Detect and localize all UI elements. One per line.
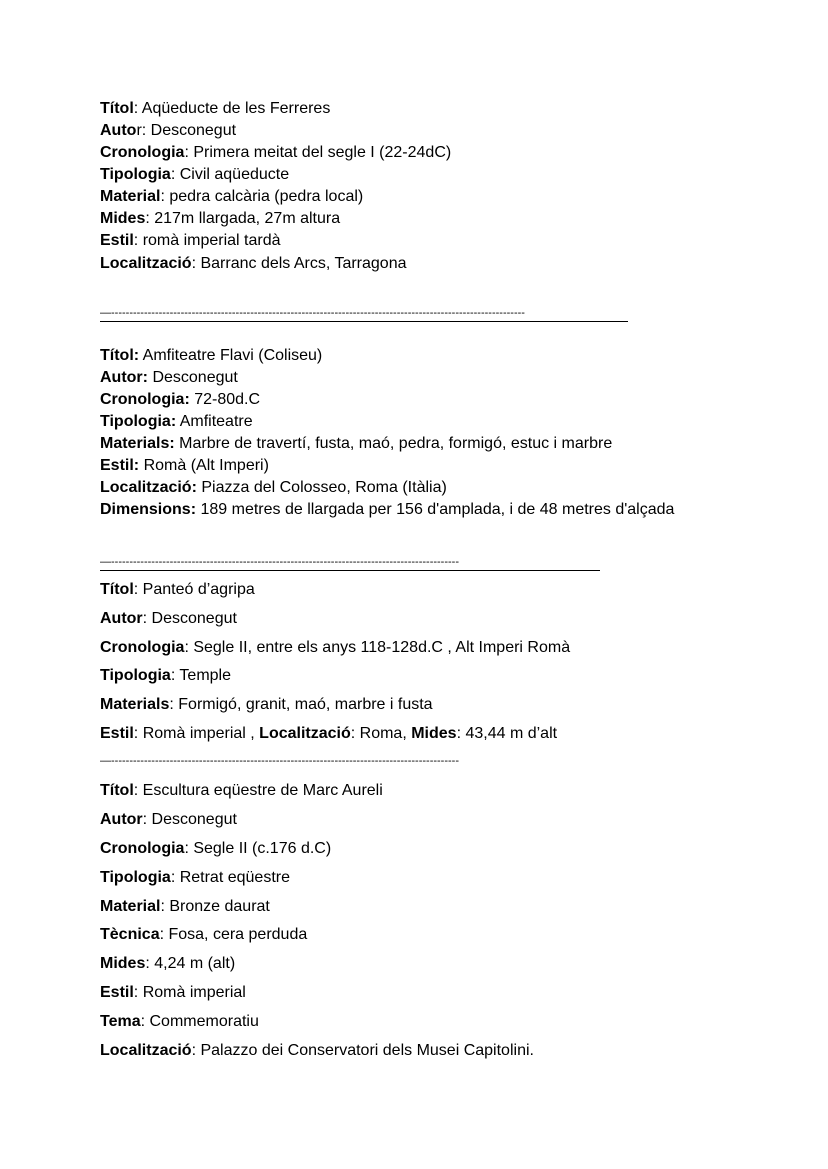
field-sep: : bbox=[142, 811, 152, 828]
entry3-typology bbox=[100, 666, 231, 686]
field-value: Desconegut bbox=[150, 122, 237, 139]
entry1-location bbox=[100, 254, 407, 274]
separator-1 bbox=[100, 308, 628, 322]
field-label: Localització bbox=[100, 1042, 192, 1059]
entry1-title bbox=[100, 99, 330, 119]
separator-dashes: —----------------------------------------------------------------------------------------------- bbox=[100, 557, 459, 568]
field-label: Localització: bbox=[100, 479, 197, 496]
field-label: Cronologia bbox=[100, 639, 185, 656]
entry1-style bbox=[100, 231, 281, 251]
field-value: : 43,44 m d’alt bbox=[456, 725, 558, 742]
field-sep: : bbox=[133, 100, 142, 117]
field-label: Autor: bbox=[100, 369, 148, 386]
entry4-theme bbox=[100, 1012, 259, 1032]
entry3-title bbox=[100, 580, 255, 600]
field-value: 72-80d.C bbox=[194, 391, 261, 408]
entry1-material bbox=[100, 187, 363, 207]
field-value: Desconegut bbox=[152, 369, 238, 386]
entry2-author bbox=[100, 368, 238, 388]
field-sep: : bbox=[191, 1042, 201, 1059]
field-value: Retrat eqüestre bbox=[179, 869, 290, 886]
field-label: Títol bbox=[100, 100, 134, 117]
separator-2 bbox=[100, 557, 600, 571]
field-value: Marbre de travertí, fusta, maó, pedra, formigó, estuc i marbre bbox=[179, 435, 613, 452]
field-label: Localització bbox=[259, 725, 351, 742]
field-label: Títol: bbox=[100, 347, 140, 364]
field-sep: : bbox=[142, 610, 152, 627]
field-value: Civil aqüeducte bbox=[179, 166, 290, 183]
field-label: Cronologia bbox=[100, 144, 185, 161]
field-label: Tipologia bbox=[100, 869, 171, 886]
field-value: Amfiteatre bbox=[179, 413, 253, 430]
entry4-material bbox=[100, 897, 270, 917]
entry4-size bbox=[100, 954, 235, 974]
field-value: romà imperial tardà bbox=[142, 232, 281, 249]
field-sep: r: bbox=[136, 122, 151, 139]
field-label: Cronologia: bbox=[100, 391, 190, 408]
field-value: Romà (Alt Imperi) bbox=[143, 457, 269, 474]
field-label: Títol bbox=[100, 782, 134, 799]
field-value: Formigó, granit, maó, marbre i fusta bbox=[178, 696, 433, 713]
field-label: Materials bbox=[100, 696, 170, 713]
entry2-materials bbox=[100, 434, 612, 454]
field-value: pedra calcària (pedra local) bbox=[169, 188, 364, 205]
field-value: Bronze daurat bbox=[169, 898, 270, 915]
field-sep: : bbox=[184, 144, 194, 161]
field-value: 189 metres de llargada per 156 d'amplada, i de 48 metres d'alçada bbox=[200, 501, 675, 518]
entry4-chronology bbox=[100, 839, 331, 859]
field-label: Tècnica bbox=[100, 926, 160, 943]
field-sep: : bbox=[145, 955, 155, 972]
field-label: Estil bbox=[100, 984, 134, 1001]
entry3-style-location-size bbox=[100, 724, 557, 744]
field-sep: : bbox=[145, 210, 155, 227]
entry1-size bbox=[100, 209, 340, 229]
entry3-author bbox=[100, 609, 237, 629]
field-value: Primera meitat del segle I (22-24dC) bbox=[193, 144, 452, 161]
separator-dashes: —----------------------------------------------------------------------------------------------------------------- bbox=[100, 308, 525, 319]
field-value: 217m llargada, 27m altura bbox=[154, 210, 341, 227]
field-label: Mides bbox=[411, 725, 457, 742]
field-sep: : bbox=[133, 782, 143, 799]
entry4-typology bbox=[100, 868, 290, 888]
entry2-title bbox=[100, 346, 322, 366]
entry2-dimensions bbox=[100, 500, 674, 520]
entry4-location bbox=[100, 1041, 534, 1061]
field-value: : Romà imperial , bbox=[133, 725, 260, 742]
field-value: Palazzo dei Conservatori dels Musei Capitolini. bbox=[200, 1042, 534, 1059]
field-value: Temple bbox=[179, 667, 231, 684]
entry1-typology bbox=[100, 165, 289, 185]
field-value: Desconegut bbox=[151, 811, 237, 828]
field-sep: : bbox=[184, 840, 194, 857]
field-sep: : bbox=[170, 869, 180, 886]
field-label: Localització bbox=[100, 255, 192, 272]
field-value: Amfiteatre Flavi (Coliseu) bbox=[142, 347, 323, 364]
field-label: Estil: bbox=[100, 457, 140, 474]
field-value: Commemoratiu bbox=[149, 1013, 259, 1030]
entry2-location bbox=[100, 478, 447, 498]
entry4-technique bbox=[100, 925, 307, 945]
entry2-style bbox=[100, 456, 269, 476]
field-sep: : bbox=[184, 639, 194, 656]
field-value: Barranc dels Arcs, Tarragona bbox=[200, 255, 407, 272]
entry3-chronology bbox=[100, 638, 570, 658]
entry1-author bbox=[100, 121, 236, 141]
field-sep: : bbox=[169, 696, 179, 713]
field-label: Autor bbox=[100, 811, 143, 828]
entry2-typology bbox=[100, 412, 253, 432]
entry3-materials bbox=[100, 695, 433, 715]
entry1-chronology bbox=[100, 143, 451, 163]
field-label: Estil bbox=[100, 232, 134, 249]
entry4-title bbox=[100, 781, 383, 801]
field-sep: : bbox=[160, 188, 170, 205]
field-label: Dimensions: bbox=[100, 501, 197, 518]
field-label: Tema bbox=[100, 1013, 141, 1030]
field-sep: : bbox=[191, 255, 201, 272]
field-label: Mides bbox=[100, 210, 146, 227]
field-value: Escultura eqüestre de Marc Aureli bbox=[142, 782, 383, 799]
field-label: Auto bbox=[100, 122, 137, 139]
field-sep: : bbox=[159, 926, 169, 943]
separator-rule bbox=[100, 570, 600, 571]
field-sep: : bbox=[160, 898, 170, 915]
field-value: Desconegut bbox=[151, 610, 237, 627]
field-sep: : bbox=[133, 232, 143, 249]
entry4-style bbox=[100, 983, 246, 1003]
field-label: Cronologia bbox=[100, 840, 185, 857]
field-value: Aqüeducte de les Ferreres bbox=[141, 100, 331, 117]
field-label: Autor bbox=[100, 610, 143, 627]
field-sep: : bbox=[170, 166, 180, 183]
field-label: Mides bbox=[100, 955, 146, 972]
field-label: Títol bbox=[100, 581, 134, 598]
field-label: Tipologia bbox=[100, 166, 171, 183]
field-value: Piazza del Colosseo, Roma (Itàlia) bbox=[201, 479, 447, 496]
field-value: Panteó d’agripa bbox=[142, 581, 255, 598]
field-label: Tipologia: bbox=[100, 413, 177, 430]
field-sep: : bbox=[133, 581, 143, 598]
field-value: : Roma, bbox=[350, 725, 412, 742]
separator-dashes: —----------------------------------------------------------------------------------------------- bbox=[100, 756, 459, 767]
field-sep: : bbox=[170, 667, 180, 684]
field-label: Material bbox=[100, 898, 161, 915]
field-value: Segle II, entre els anys 118-128d.C , Alt Imperi Romà bbox=[193, 639, 571, 656]
field-sep: : bbox=[133, 984, 143, 1001]
field-value: Segle II (c.176 d.C) bbox=[193, 840, 332, 857]
entry2-chronology bbox=[100, 390, 260, 410]
field-label: Material bbox=[100, 188, 161, 205]
field-value: Fosa, cera perduda bbox=[168, 926, 308, 943]
field-label: Materials: bbox=[100, 435, 175, 452]
field-label: Estil bbox=[100, 725, 134, 742]
field-value: Romà imperial bbox=[142, 984, 246, 1001]
entry4-author bbox=[100, 810, 237, 830]
separator-rule bbox=[100, 321, 628, 322]
separator-3 bbox=[100, 756, 605, 770]
field-label: Tipologia bbox=[100, 667, 171, 684]
field-sep: : bbox=[140, 1013, 150, 1030]
field-value: 4,24 m (alt) bbox=[154, 955, 236, 972]
